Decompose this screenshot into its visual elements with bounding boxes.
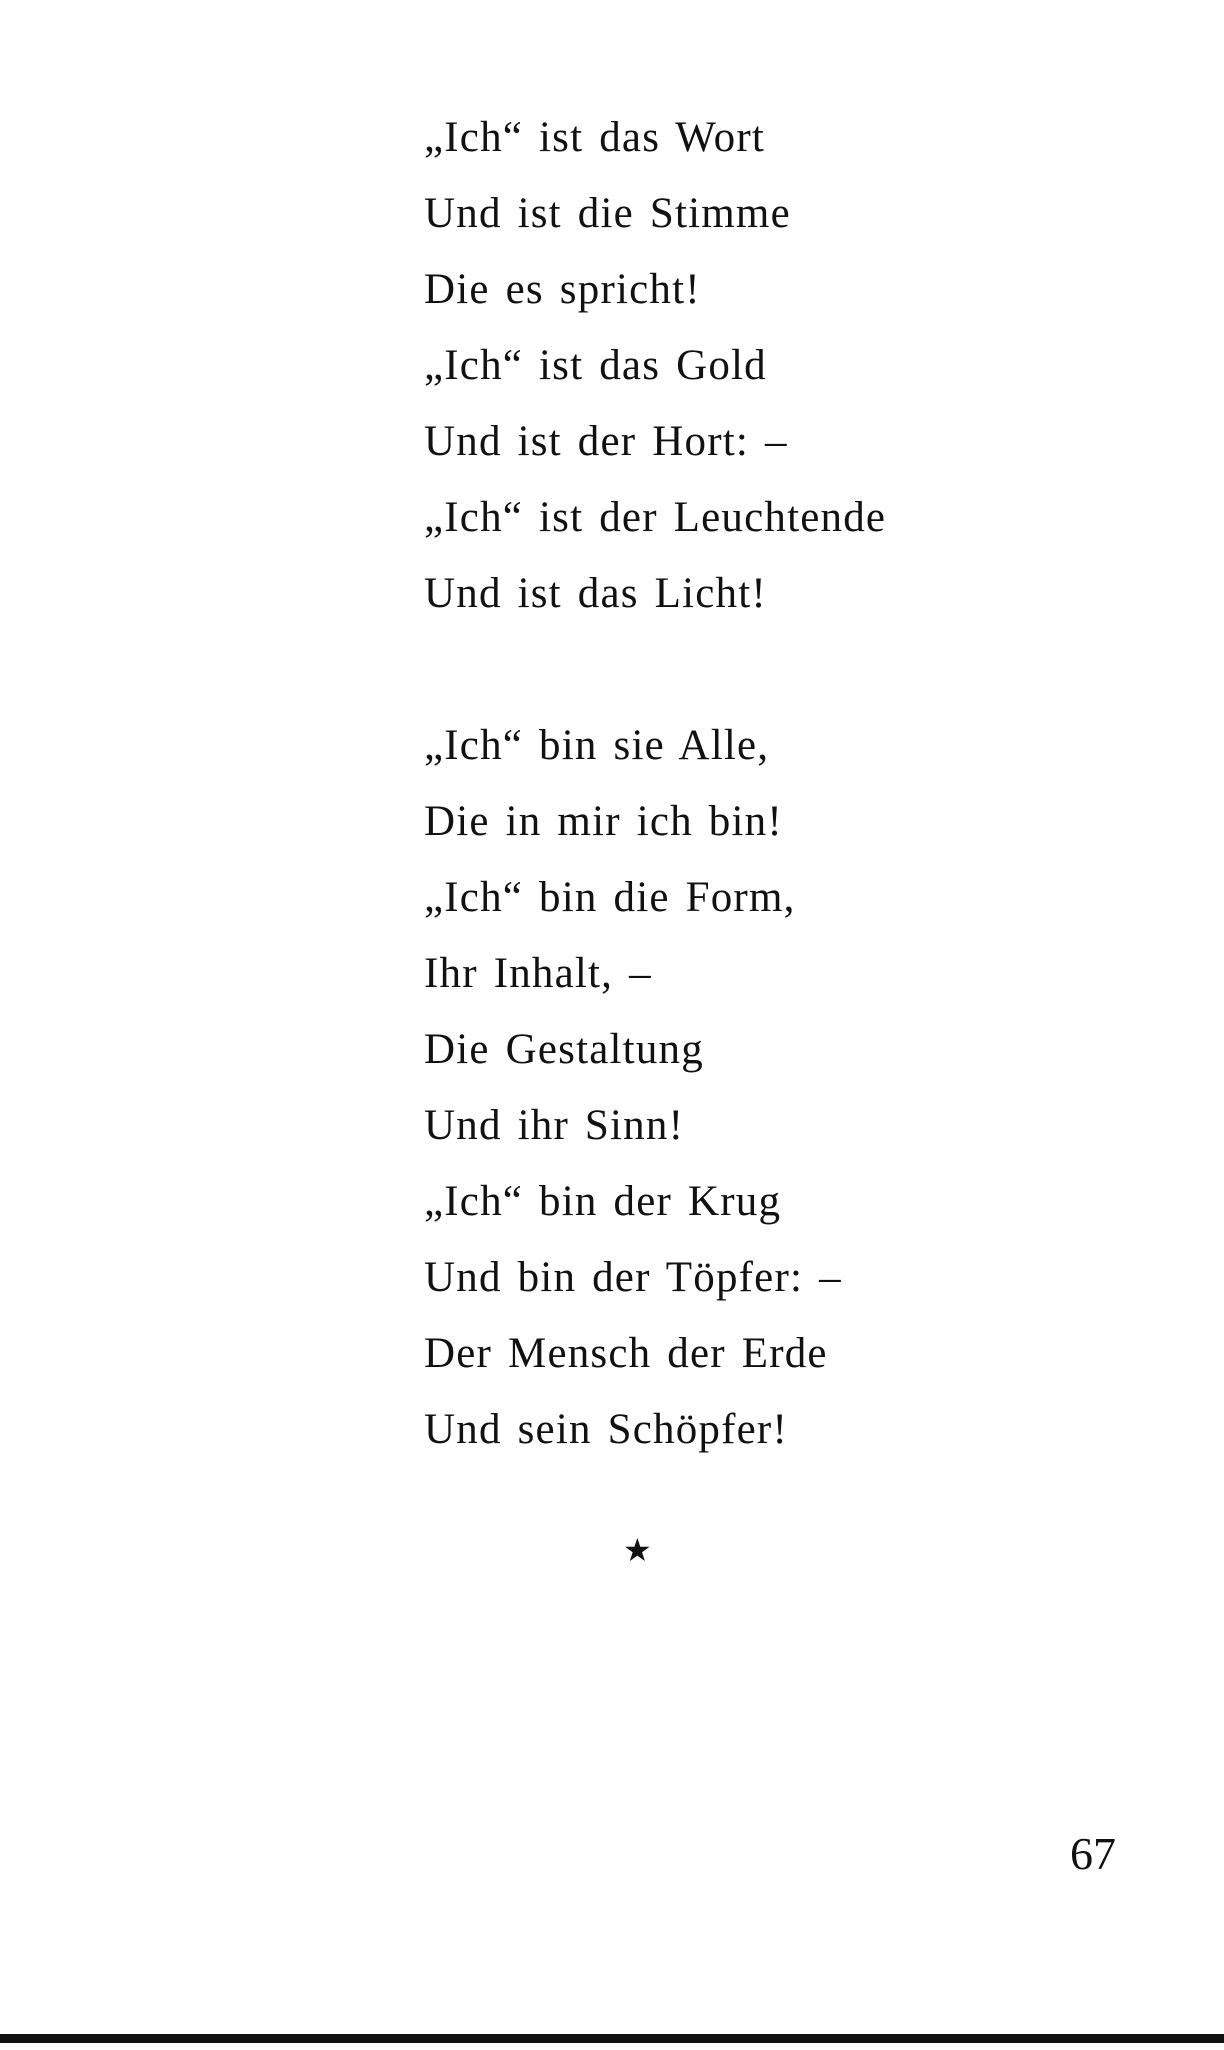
- poem-line: Und ist die Stimme: [424, 190, 791, 237]
- poem-line: „Ich“ bin sie Alle,: [424, 722, 770, 769]
- poem-line: Und ist das Licht!: [424, 570, 767, 617]
- poem-line: „Ich“ ist der Leuchtende: [424, 494, 887, 541]
- poem-stanza-1: [424, 100, 886, 632]
- bottom-edge-rule: [0, 2034, 1224, 2043]
- poem-line: Und sein Schöpfer!: [424, 1406, 788, 1453]
- page-number: 67: [1070, 1828, 1116, 1879]
- poem-line: Der Mensch der Erde: [424, 1330, 828, 1377]
- poem-line: Die Gestaltung: [424, 1026, 704, 1073]
- poem-line: Und bin der Töpfer: –: [424, 1254, 842, 1301]
- poem: [424, 100, 886, 1468]
- poem-stanza-2: [424, 708, 886, 1468]
- poem-line: „Ich“ bin die Form,: [424, 874, 796, 921]
- poem-line: Die in mir ich bin!: [424, 798, 783, 845]
- poem-line: „Ich“ ist das Gold: [424, 342, 767, 389]
- poem-line: „Ich“ ist das Wort: [424, 114, 766, 161]
- poem-line: Die es spricht!: [424, 266, 701, 313]
- star-ornament-icon: ★: [623, 1532, 652, 1568]
- poem-line: Ihr Inhalt, –: [424, 950, 652, 997]
- poem-line: Und ihr Sinn!: [424, 1102, 685, 1149]
- poem-line: Und ist der Hort: –: [424, 418, 788, 465]
- poem-line: „Ich“ bin der Krug: [424, 1178, 782, 1225]
